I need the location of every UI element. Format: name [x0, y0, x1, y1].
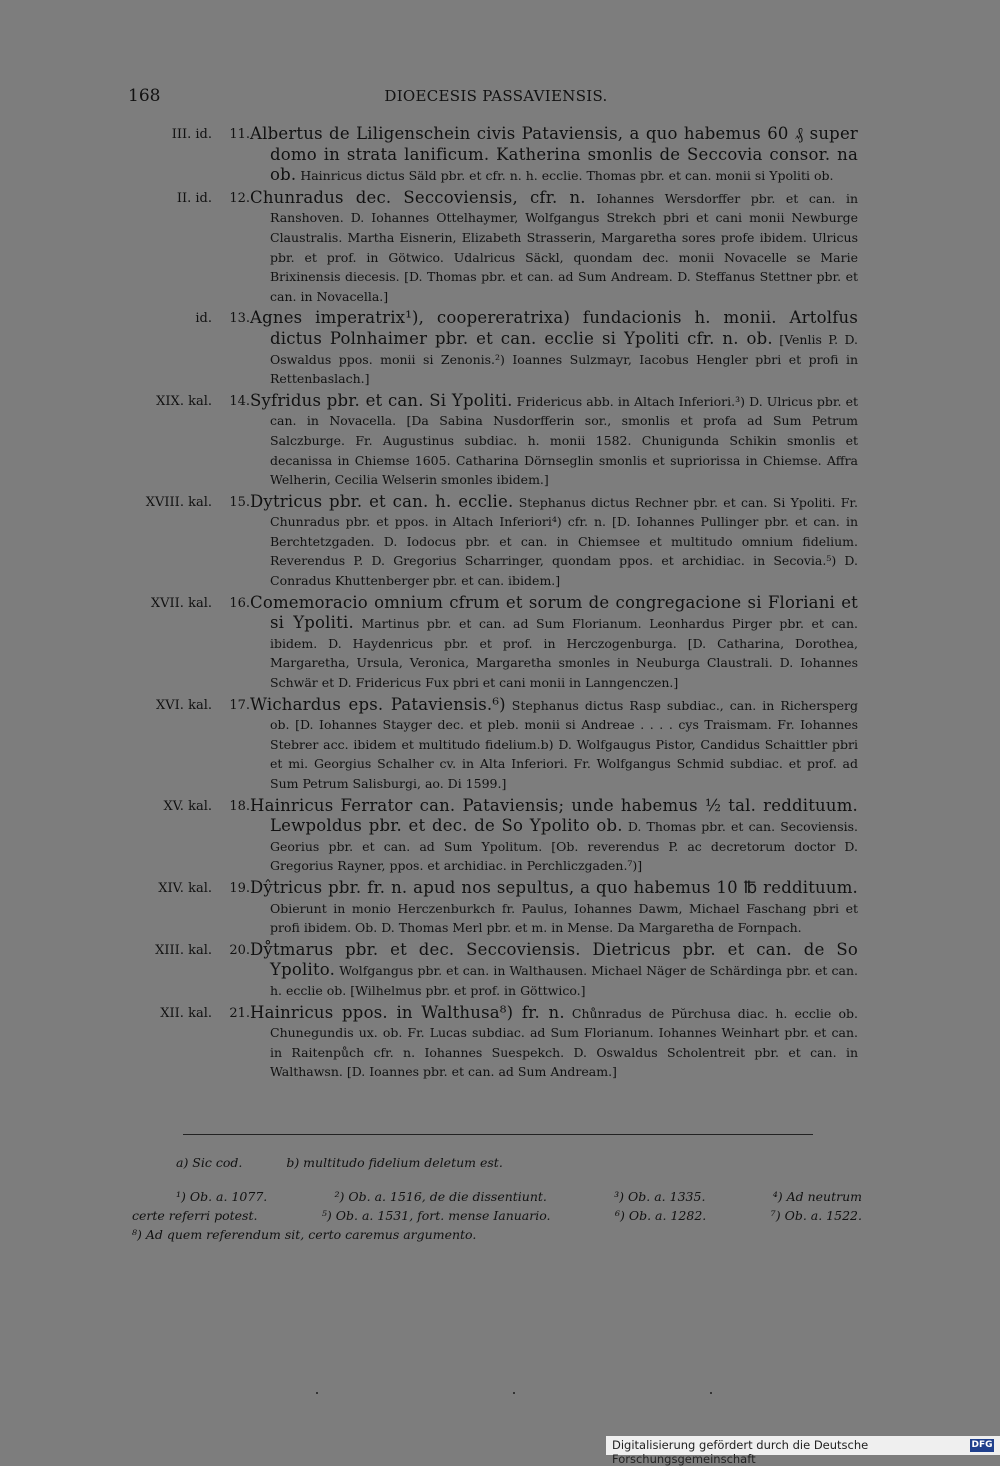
entry-number: 15. — [229, 494, 250, 510]
footnote: certe referri potest. — [132, 1208, 258, 1223]
entry-lead: Dŷtricus pbr. fr. n. apud nos sepultus, a quo habemus 10 ℔ reddituum. — [250, 877, 858, 897]
entry-text — [250, 695, 858, 794]
list-item — [0, 695, 1000, 794]
entry-lead: Hainricus ppos. in Walthusa⁸) fr. n. — [250, 1002, 565, 1022]
entry-text — [250, 593, 858, 693]
entry-date: XIII. kal. — [155, 942, 212, 958]
entry-date: XVI. kal. — [156, 697, 212, 713]
page-header — [128, 86, 864, 112]
entry-rest: Fridericus abb. in Altach Inferiori.³) D. Ulricus pbr. et can. in Novacella. [Da Sabina Nusdorfferin sor., smonlis et profa ad Sum Petrum Salczburge. Fr. Augustinus subdiac. h. monii 1582. Chunigunda Schikin smonlis et decanissa in Chiemse 1605. Catharina Dörnseglin smonlis et supriorissa in Chiemse. Affra Welherin, Cecilia Welserin smonles ibidem.] — [270, 393, 858, 488]
entry-text — [250, 940, 858, 1001]
list-item — [0, 308, 1000, 388]
list-item — [0, 124, 1000, 186]
entry-rest: Martinus pbr. et can. ad Sum Florianum. Leonhardus Pirger pbr. et can. ibidem. D. Haydenricus pbr. et prof. in Herczogenburga. [D. Catharina, Dorothea, Margaretha, Ursula, Veronica, Margaretha smonles in Neuburga Claustrali. D. Iohannes Schwär et D. Fridericus Fux pbri et cani monii in Lanngenczen.] — [270, 616, 858, 691]
list-item — [0, 492, 1000, 591]
necrology-entries — [0, 124, 1000, 1084]
entry-lead: Chunradus dec. Seccoviensis, cfr. n. — [250, 187, 586, 207]
entry-rest: [Venlis P. D. Oswaldus ppos. monii si Zenonis.²) Ioannes Sulzmayr, Iacobus Hengler pbri et profi in Rettenbaslach.] — [270, 331, 859, 387]
footnote: ⁶) Ob. a. 1282. — [615, 1208, 707, 1223]
dfg-logo-icon: DFG — [971, 1440, 993, 1450]
entry-text — [250, 124, 858, 186]
entry-date: XII. kal. — [160, 1005, 212, 1021]
entry-text — [250, 1003, 858, 1082]
digitization-footer — [606, 1436, 1000, 1466]
footnote: a) Sic cod. — [176, 1155, 243, 1170]
entry-lead: Dytricus pbr. et can. h. ecclie. — [250, 491, 514, 511]
entry-lead: Agnes imperatrix¹), coopereratrixa) fundacionis h. monii. Artolfus dictus Polnhaimer pbr. et can. ecclie si Ypoliti cfr. n. ob. — [250, 308, 858, 348]
footnote-row — [132, 1187, 862, 1206]
footnote: ⁵) Ob. a. 1531, fort. mense Ianuario. — [321, 1208, 551, 1223]
entry-date: III. id. — [171, 127, 212, 142]
entry-date: XV. kal. — [163, 798, 212, 814]
list-item — [0, 1003, 1000, 1082]
running-title: DIOECESIS PASSAVIENSIS. — [384, 87, 608, 105]
footnote: ³) Ob. a. 1335. — [614, 1189, 706, 1204]
entry-number: 11. — [229, 127, 250, 142]
entry-rest: Wolfgangus pbr. et can. in Walthausen. Michael Näger de Schärdinga pbr. et can. h. ecclie ob. [Wilhelmus pbr. et prof. in Göttwico.] — [270, 963, 858, 998]
list-item — [0, 940, 1000, 1001]
entry-date: II. id. — [176, 190, 212, 206]
footnote: b) multitudo fidelium deletum est. — [286, 1155, 503, 1170]
entry-number: 18. — [229, 798, 250, 814]
footnote-row — [132, 1206, 862, 1225]
entry-lead: Dẙtmarus pbr. et dec. Seccoviensis. Dietricus pbr. et can. de So Ypolito. — [250, 939, 858, 980]
entry-date: XIV. kal. — [158, 880, 212, 896]
list-item — [0, 188, 1000, 307]
entry-date: XVIII. kal. — [145, 494, 212, 510]
entry-rest: Obierunt in monio Herczenburkch fr. Paulus, Iohannes Dawm, Michael Faschang pbri et profi ibidem. Ob. D. Thomas Merl pbr. et m. in Mense. Da Margaretha de Fornpach. — [270, 900, 858, 936]
entry-number: 12. — [229, 190, 250, 206]
entry-text — [250, 391, 858, 490]
footnote: ⁷) Ob. a. 1522. — [770, 1208, 862, 1223]
list-item — [0, 878, 1000, 938]
entry-date: id. — [195, 311, 212, 327]
page-number: 168 — [128, 86, 161, 106]
letter-footnotes — [132, 1155, 862, 1170]
list-item — [0, 796, 1000, 876]
footnote: ⁸) Ad quem referendum sit, certo caremus argumento. — [132, 1227, 477, 1242]
numbered-footnotes — [132, 1187, 862, 1244]
entry-number: 16. — [229, 595, 250, 611]
entry-rest: Iohannes Wersdorffer pbr. et can. in Ranshoven. D. Iohannes Ottelhaymer, Wolfgangus Strekch pbri et cani monii Newburge Claustralis. Martha Eisnerin, Elizabeth Strasserin, Margaretha sores profe ibidem. Ulricus pbr. et prof. in Götwico. Udalricus Säckl, quondam dec. monii Novacelle se Marie Brixinensis diecesis. [D. Thomas pbr. et can. ad Sum Andream. D. Steffanus Stettner pbr. et can. in Novacella.] — [270, 190, 858, 304]
entry-text — [250, 188, 858, 307]
entry-number: 20. — [229, 942, 250, 958]
entry-number: 21. — [229, 1005, 250, 1021]
entry-lead: Albertus de Liligenschein civis Pataviensis, a quo habemus 60 ₰ super domo in strata lanificum. Katherina smonlis de Seccovia consor. na ob. — [250, 124, 858, 185]
footnote: ¹) Ob. a. 1077. — [176, 1189, 268, 1204]
footnote-divider — [183, 1134, 813, 1135]
entry-rest: Stephanus dictus Rechner pbr. et can. Si Ypoliti. Fr. Chunradus pbr. et ppos. in Altach Inferiori⁴) cfr. n. [D. Iohannes Pullinger pbr. et can. in Berchtetzgaden. D. Iodocus pbr. et can. in Chiemsee et multitudo omnium fidelium. Reverendus P. D. Gregorius Scharringer, quondam ppos. et archidiac. in Secovia.⁵) D. Conradus Khuttenberger pbr. et can. ibidem.] — [270, 494, 859, 589]
entry-number: 14. — [229, 393, 250, 409]
entry-rest: Stephanus dictus Rasp subdiac., can. in Richersperg ob. [D. Iohannes Stayger dec. et pleb. monii si Andreae . . . . cys Traismam. Fr. Iohannes Stebrer acc. ibidem et multitudo fidelium.b) D. Wolfgaugus Pistor, Candidus Schaittler pbri et mi. Georgius Schalher cv. in Alta Inferiori. Fr. Wolfgangus Schmid subdiac. et prof. ad Sum Petrum Salisburgi, ao. Di 1599.] — [270, 697, 858, 791]
entry-rest: Chůnradus de Pŭrchusa diac. h. ecclie ob. Chunegundis ux. ob. Fr. Lucas subdiac. ad Sum Florianum. Iohannes Weinhart pbr. et can. in Raitenpůch cfr. n. Iohannes Suespekch. D. Oswaldus Scholentreit pbr. et can. in Walthawsn. [D. Ioannes pbr. et can. ad Sum Andream.] — [270, 1005, 858, 1080]
entry-text — [250, 878, 858, 938]
entry-text — [250, 308, 858, 388]
entry-rest: Hainricus dictus Säld pbr. et cfr. n. h. ecclie. Thomas pbr. et can. monii si Ypoliti ob. — [296, 168, 834, 184]
entry-lead: Hainricus Ferrator can. Pataviensis; unde habemus ½ tal. reddituum. Lewpoldus pbr. et dec. de So Ypolito ob. — [250, 795, 858, 836]
entry-text — [250, 796, 858, 876]
list-item — [0, 593, 1000, 693]
entry-text — [250, 492, 858, 591]
footnote: ⁴) Ad neutrum — [772, 1189, 862, 1204]
entry-date: XVII. kal. — [150, 595, 212, 611]
entry-number: 13. — [229, 311, 250, 327]
footnote-row — [132, 1225, 862, 1244]
entry-lead: Syfridus pbr. et can. Si Ypoliti. — [250, 390, 513, 410]
footer-credit: Digitalisierung gefördert durch die Deutsche Forschungsgemeinschaft — [612, 1438, 869, 1466]
entry-date: XIX. kal. — [156, 393, 212, 409]
entry-lead: Wichardus eps. Pataviensis.⁶) — [250, 694, 506, 714]
footnote: ²) Ob. a. 1516, de die dissentiunt. — [334, 1189, 547, 1204]
entry-number: 17. — [229, 697, 250, 713]
entry-rest: D. Thomas pbr. et can. Secoviensis. Georius pbr. et can. ad Sum Ypolitum. [Ob. reverendus P. ac decretorum doctor D. Gregorius Rayner, ppos. et archidiac. in Perchliczgaden.⁷)] — [270, 819, 858, 874]
list-item — [0, 391, 1000, 490]
entry-lead: Comemoracio omnium cfrum et sorum de congregacione si Floriani et si Ypoliti. — [250, 592, 858, 633]
entry-number: 19. — [229, 880, 250, 896]
